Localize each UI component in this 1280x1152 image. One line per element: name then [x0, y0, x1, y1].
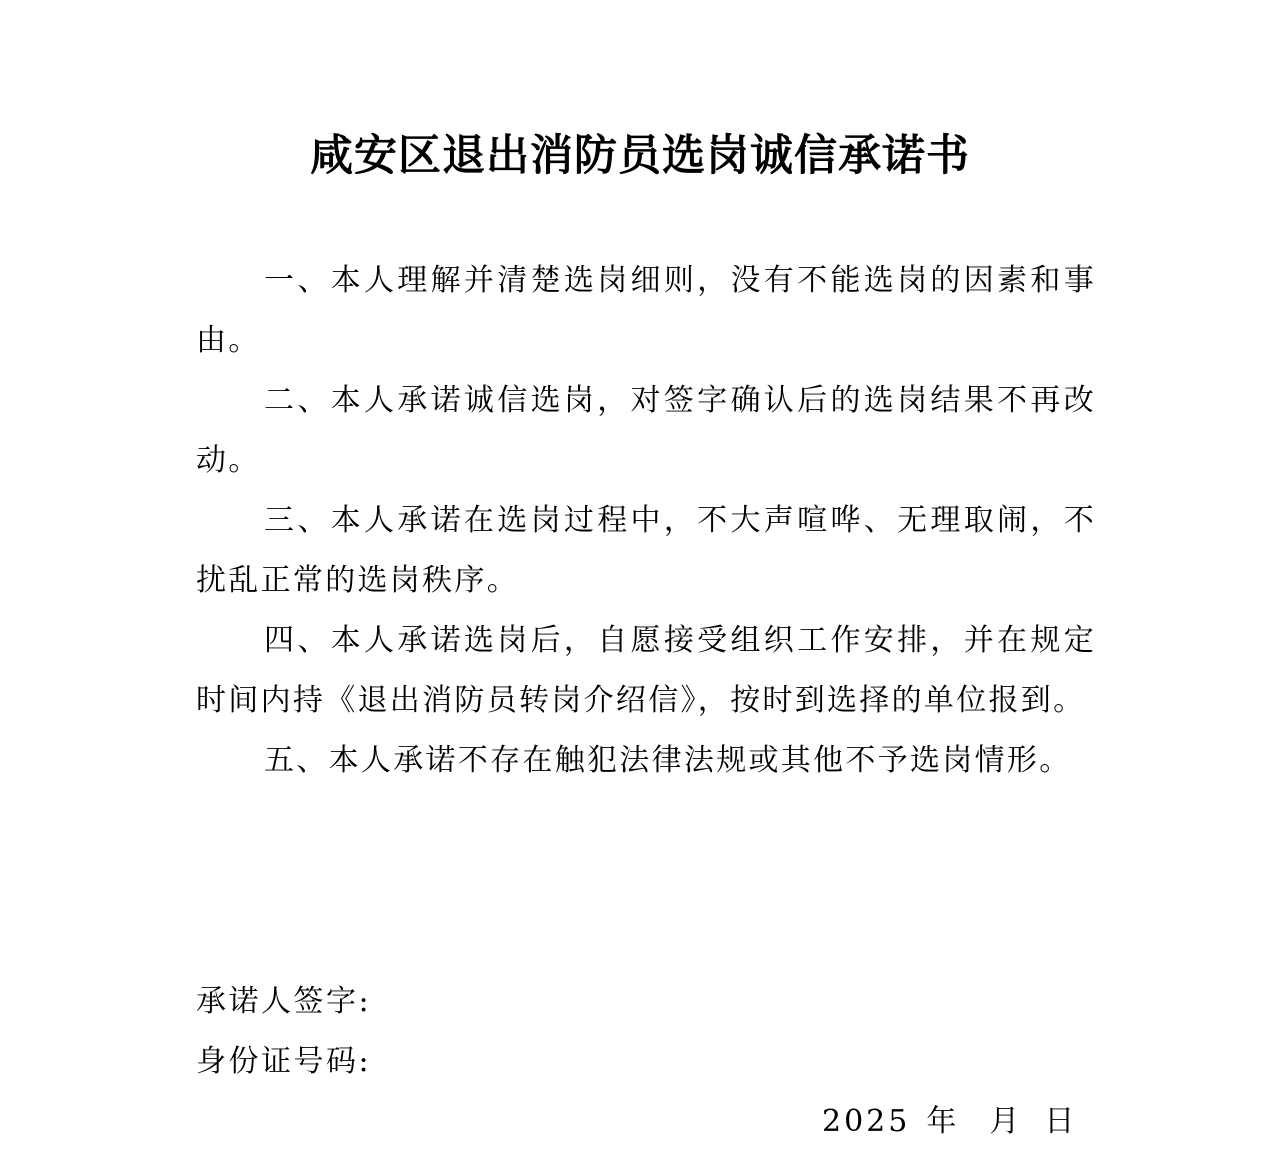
- commitment-item-2: 二、本人承诺诚信选岗，对签字确认后的选岗结果不再改动。: [196, 383, 1096, 478]
- id-number-label: 身份证号码:: [196, 1044, 372, 1079]
- commitment-item-1: 一、本人理解并清楚选岗细则，没有不能选岗的因素和事由。: [196, 263, 1096, 358]
- signature-area: [196, 972, 371, 1092]
- commitment-body: [196, 251, 1096, 791]
- date-day-unit: 日: [1044, 1104, 1078, 1139]
- date-year: 2025: [822, 1104, 911, 1139]
- commitment-item-4: 四、本人承诺选岗后，自愿接受组织工作安排，并在规定时间内持《退出消防员转岗介绍信》，按时到选择的单位报到。: [196, 623, 1096, 718]
- date-line: [822, 1092, 1077, 1152]
- document-title: 咸安区退出消防员选岗诚信承诺书: [310, 131, 970, 181]
- signer-signature-label: 承诺人签字:: [196, 984, 372, 1019]
- commitment-item-3: 三、本人承诺在选岗过程中，不大声喧哗、无理取闹，不扰乱正常的选岗秩序。: [196, 503, 1096, 598]
- commitment-item-5: 五、本人承诺不存在触犯法律法规或其他不予选岗情形。: [264, 743, 1072, 778]
- date-year-unit: 年: [926, 1104, 960, 1139]
- date-month-unit: 月: [989, 1104, 1023, 1139]
